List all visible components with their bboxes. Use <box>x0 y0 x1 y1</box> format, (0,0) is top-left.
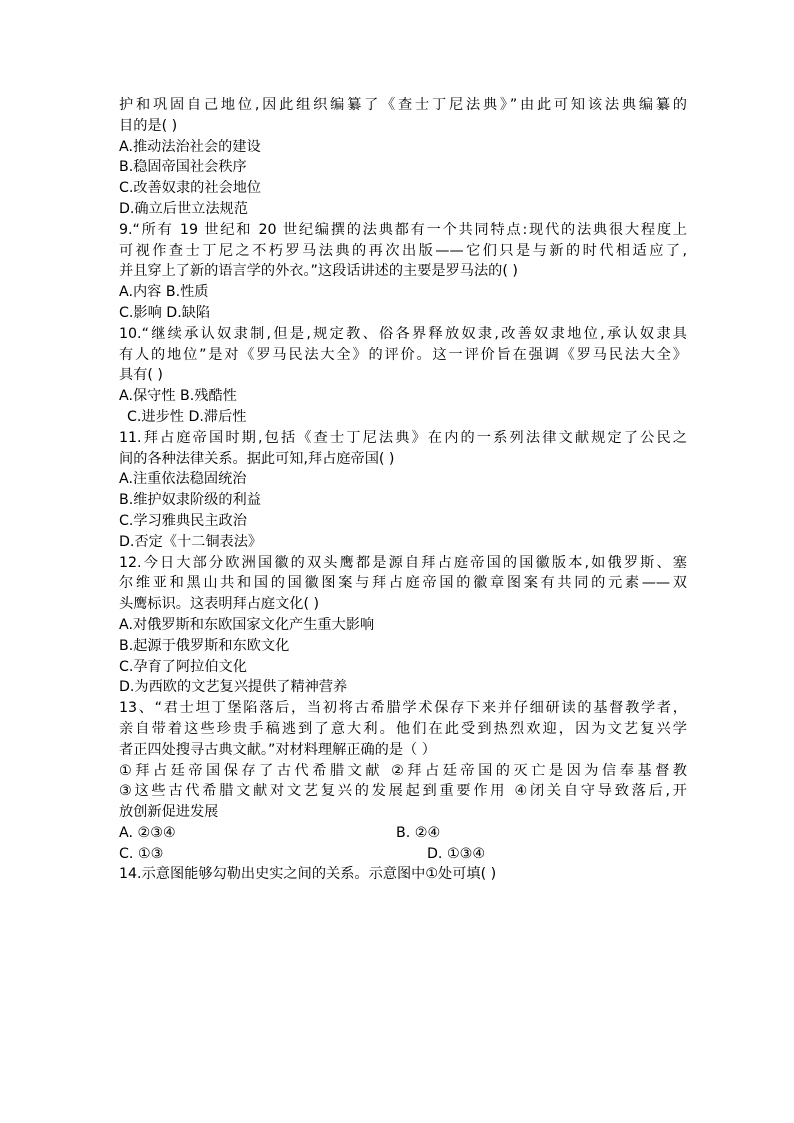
text-line: 亲自带着这些珍贵手稿逃到了意大利。他们在此受到热烈欢迎，因为文艺复兴学 <box>119 720 687 737</box>
options-cd: C.进步性 D.滞后性 <box>127 408 247 425</box>
text-line: 护和巩固自己地位,因此组织编纂了《查士丁尼法典》”由此可知该法典编纂的 <box>119 97 687 113</box>
text-line: 具有( ) <box>119 367 163 384</box>
document-page <box>119 95 687 885</box>
text-line: 目的是( ) <box>119 117 178 134</box>
text-line: 间的各种法律关系。据此可知,拜占庭帝国( ) <box>119 450 395 467</box>
text-line: 尔维亚和黑山共和国的国徽图案与拜占庭帝国的徽章图案有共同的元素——双 <box>119 575 687 592</box>
option-a: A.对俄罗斯和东欧国家文化产生重大影响 <box>119 616 375 633</box>
option-b: B.稳固帝国社会秩序 <box>119 159 247 176</box>
option-b: B.起源于俄罗斯和东欧文化 <box>119 637 290 654</box>
statement-line: 放创新促进发展 <box>119 804 219 821</box>
statement-line: ①拜占廷帝国保存了古代希腊文献 ②拜占廷帝国的灭亡是因为信奉基督教 <box>119 762 687 779</box>
question-12: 12.今日大部分欧洲国徽的双头鹰都是源自拜占庭帝国的国徽版本,如俄罗斯、塞 <box>119 554 687 571</box>
text-line: 并且穿上了新的语言学的外衣。”这段话讲述的主要是罗马法的( ) <box>119 263 518 280</box>
option-a: A.推动法治社会的建设 <box>119 138 261 155</box>
question-13: 13、“君士坦丁堡陷落后，当初将古希腊学术保存下来并仔细研读的基督教学者， <box>119 700 687 717</box>
option-c: C. ①③ <box>119 845 164 862</box>
option-b: B. ②④ <box>396 824 441 841</box>
question-11: 11.拜占庭帝国时期,包括《查士丁尼法典》在内的一系列法律文献规定了公民之 <box>119 429 687 446</box>
option-a: A.注重依法稳固统治 <box>119 471 247 488</box>
question-9: 9.“所有 19 世纪和 20 世纪编撰的法典都有一个共同特点:现代的法典很大程度上 <box>119 221 687 238</box>
option-d: D.为西欧的文艺复兴提供了精神营养 <box>119 679 348 696</box>
question-14: 14.示意图能够勾勒出史实之间的关系。示意图中①处可填( ) <box>119 866 497 883</box>
options-row-ab <box>119 823 687 844</box>
options-ab: A.内容 B.性质 <box>119 284 209 301</box>
text-line: 者正四处搜寻古典文献。”对材料理解正确的是（ ） <box>119 741 436 758</box>
option-d: D.否定《十二铜表法》 <box>119 533 263 550</box>
text-line: 头鹰标识。这表明拜占庭文化( ) <box>119 596 320 613</box>
option-c: C.孕育了阿拉伯文化 <box>119 658 247 675</box>
option-c: C.学习雅典民主政治 <box>119 512 247 529</box>
options-cd: C.影响 D.缺陷 <box>119 304 211 321</box>
option-a: A. ②③④ <box>119 824 176 841</box>
options-ab: A.保守性 B.残酷性 <box>119 388 237 405</box>
text-line: 可视作查士丁尼之不朽罗马法典的再次出版——它们只是与新的时代相适应了, <box>119 242 687 259</box>
option-c: C.改善奴隶的社会地位 <box>119 180 262 197</box>
option-d: D. ①③④ <box>427 845 486 862</box>
option-d: D.确立后世立法规范 <box>119 200 248 217</box>
text-line: 有人的地位”是对《罗马民法大全》的评价。这一评价旨在强调《罗马民法大全》 <box>119 346 687 363</box>
question-10: 10.“继续承认奴隶制,但是,规定教、俗各界释放奴隶,改善奴隶地位,承认奴隶具 <box>119 325 687 342</box>
options-row-cd <box>119 844 687 865</box>
statement-line: ③这些古代希腊文献对文艺复兴的发展起到重要作用 ④闭关自守导致落后,开 <box>119 783 687 800</box>
option-b: B.维护奴隶阶级的利益 <box>119 492 261 509</box>
